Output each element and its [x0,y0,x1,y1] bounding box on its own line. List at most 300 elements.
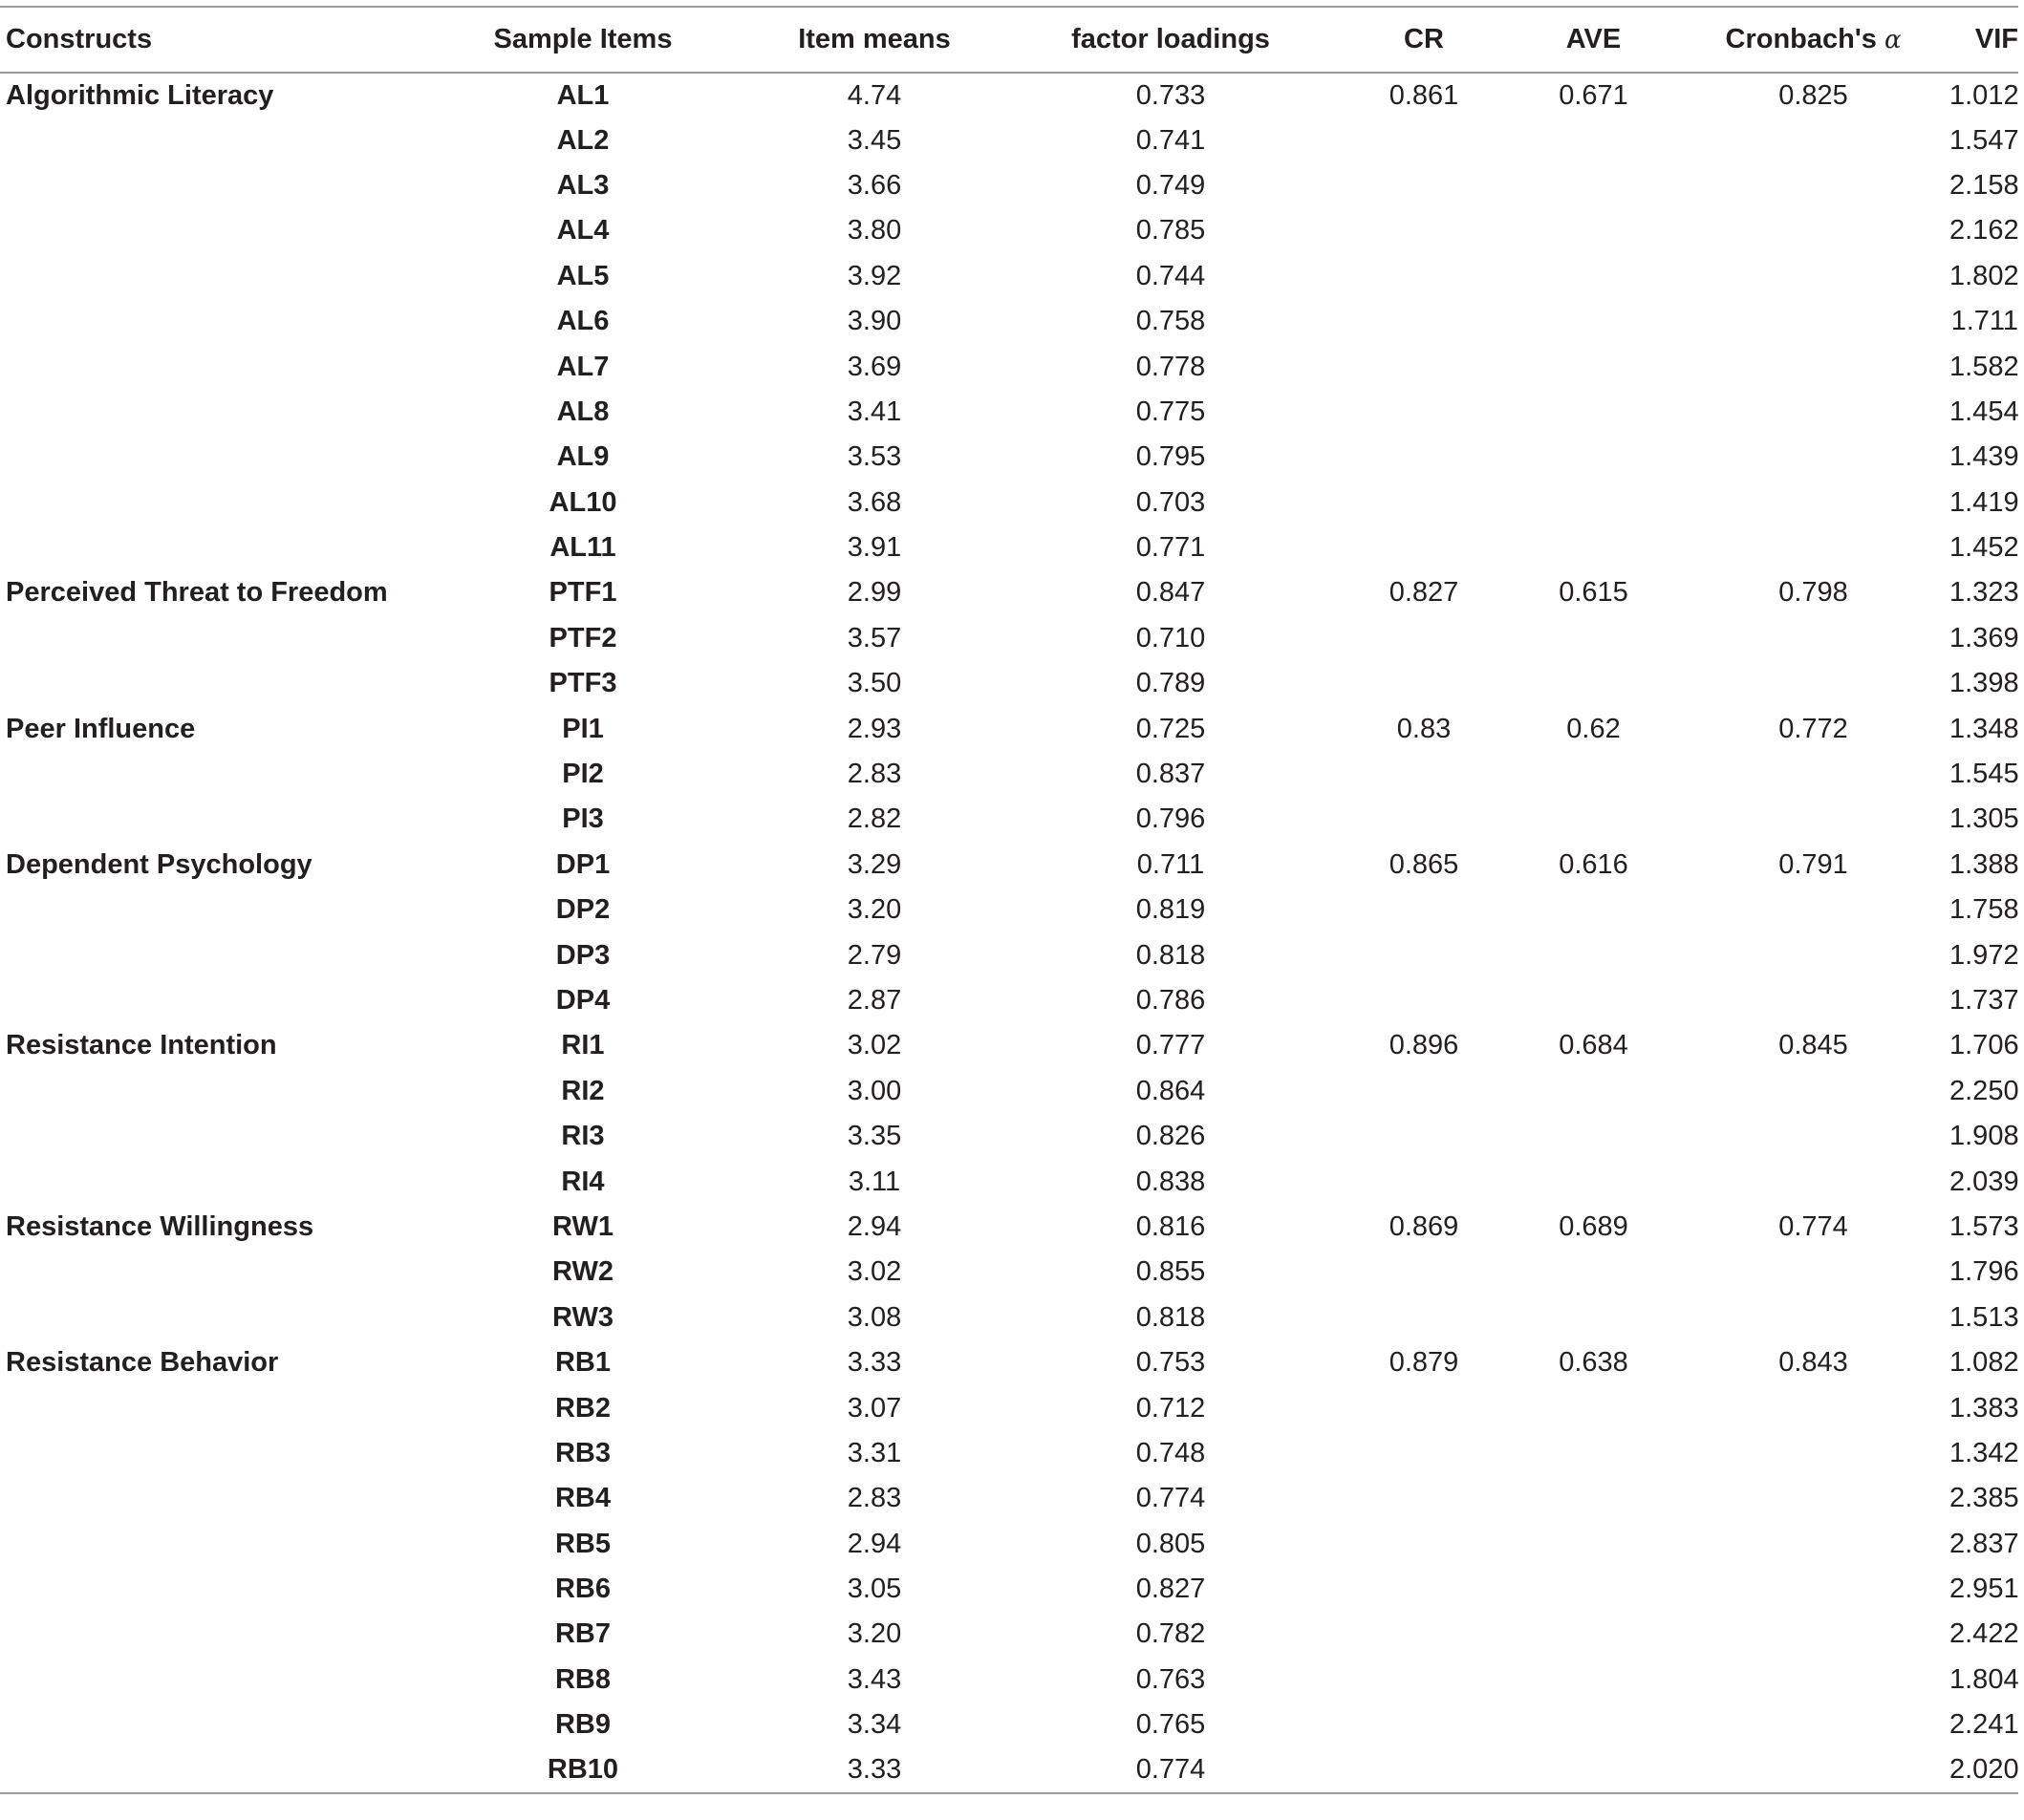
factor-loading-cell: 0.774 [1135,1483,1206,1514]
sample-item-cell: RB4 [554,1483,611,1514]
factor-loading-cell: 0.795 [1135,441,1206,473]
sample-item-cell: AL1 [556,79,610,111]
item-mean-cell: 3.20 [847,894,902,926]
table-row [0,1250,2018,1295]
item-mean-cell: 3.00 [847,1075,902,1106]
sample-item-cell: RB7 [554,1618,611,1650]
factor-loading-cell: 0.748 [1135,1437,1206,1468]
construct-cell [0,344,420,389]
vif-cell: 1.454 [1949,396,2019,427]
factor-loading-cell: 0.838 [1135,1166,1206,1197]
vif-cell: 2.158 [1949,169,2019,201]
table-row [0,1522,2018,1567]
cr-cell [1338,163,1510,208]
vif-cell: 2.385 [1949,1483,2019,1514]
factor-loading-cell: 0.805 [1135,1528,1206,1559]
cr-cell [1338,1250,1510,1295]
table-row [0,797,2018,842]
cronbach-alpha-cell [1677,932,1949,977]
cronbach-alpha-cell [1677,1069,1949,1114]
factor-loading-cell: 0.763 [1135,1663,1206,1695]
ave-cell [1510,1747,1677,1792]
factor-loading-cell: 0.741 [1135,124,1206,156]
cronbach-alpha-cell [1677,1114,1949,1159]
cronbach-alpha-cell [1677,1159,1949,1204]
factor-loading-cell: 0.765 [1135,1709,1206,1741]
factor-loading-cell: 0.796 [1135,803,1206,835]
ave-cell [1510,1295,1677,1340]
cronbach-alpha-cell [1677,888,1949,932]
cronbach-alpha-cell: 0.845 [1778,1030,1848,1061]
table-row [0,843,2018,888]
vif-cell: 2.951 [1949,1574,2019,1605]
construct-cell: Resistance Intention [6,1030,277,1061]
cr-cell [1338,118,1510,162]
cr-cell: 0.879 [1389,1347,1459,1379]
ave-cell [1510,254,1677,299]
factor-loading-cell: 0.786 [1135,985,1206,1016]
vif-cell: 1.452 [1949,532,2019,564]
header-constructs: Constructs [0,7,420,73]
vif-cell: 1.323 [1949,577,2019,609]
ave-cell [1510,1250,1677,1295]
cronbach-alpha-cell [1677,616,1949,661]
vif-cell: 1.383 [1949,1392,2019,1424]
factor-loading-cell: 0.733 [1135,79,1206,111]
vif-cell: 1.796 [1949,1256,2019,1288]
sample-item-cell: DP1 [555,848,611,880]
cr-cell [1338,435,1510,480]
cr-cell [1338,978,1510,1023]
vif-cell: 2.422 [1949,1618,2019,1650]
cronbach-alpha-cell [1677,163,1949,208]
construct-cell [0,299,420,344]
ave-cell: 0.684 [1559,1030,1628,1061]
sample-item-cell: RI4 [561,1166,605,1197]
item-mean-cell: 2.94 [847,1210,902,1242]
ave-cell [1510,481,1677,525]
factor-loading-cell: 0.864 [1135,1075,1206,1106]
sample-item-cell: RB8 [554,1663,611,1695]
factor-loading-cell: 0.703 [1135,486,1206,518]
construct-cell [0,978,420,1023]
cronbach-alpha-cell [1677,661,1949,706]
sample-item-cell: RB6 [554,1574,611,1605]
sample-item-cell: AL9 [556,441,610,473]
vif-cell: 2.162 [1949,215,2019,246]
vif-cell: 2.241 [1949,1709,2019,1741]
header-sample-items: Sample Items [420,7,745,73]
cr-cell [1338,1431,1510,1476]
cr-cell [1338,299,1510,344]
vif-cell: 1.342 [1949,1437,2019,1468]
cronbach-alpha-cell [1677,254,1949,299]
cr-cell [1338,1476,1510,1521]
ave-cell [1510,1702,1677,1747]
construct-cell: Algorithmic Literacy [6,79,274,111]
sample-item-cell: RI2 [561,1075,605,1106]
construct-cell: Dependent Psychology [6,848,312,880]
item-mean-cell: 3.20 [847,1618,902,1650]
cronbach-alpha-cell [1677,1658,1949,1702]
table-row [0,706,2018,751]
table-row [0,932,2018,977]
sample-item-cell: AL6 [556,306,610,337]
construct-cell [0,163,420,208]
cronbach-alpha-cell: 0.825 [1778,79,1848,111]
ave-cell: 0.62 [1566,713,1621,744]
factor-loading-cell: 0.782 [1135,1618,1206,1650]
cronbach-alpha-cell [1677,978,1949,1023]
cr-cell [1338,344,1510,389]
cr-cell [1338,390,1510,435]
factor-loading-cell: 0.818 [1135,939,1206,971]
construct-cell [0,1159,420,1204]
construct-cell [0,390,420,435]
item-mean-cell: 2.82 [847,803,902,835]
factor-loading-cell: 0.710 [1135,622,1206,653]
measurement-model-table [0,6,2018,1794]
construct-cell: Peer Influence [6,713,196,744]
construct-cell [0,752,420,797]
cr-cell: 0.865 [1389,848,1459,880]
table-row [0,254,2018,299]
item-mean-cell: 3.35 [847,1121,902,1152]
construct-cell: Resistance Willingness [6,1210,314,1242]
sample-item-cell: PI1 [562,713,604,744]
ave-cell [1510,390,1677,435]
vif-cell: 1.369 [1949,622,2019,653]
header-ave: AVE [1510,7,1677,73]
ave-cell [1510,208,1677,253]
cr-cell: 0.869 [1389,1210,1459,1242]
table-row [0,390,2018,435]
sample-item-cell: RB3 [554,1437,611,1468]
cr-cell [1338,1385,1510,1430]
table-row [0,978,2018,1023]
ave-cell [1510,1385,1677,1430]
ave-cell [1510,932,1677,977]
construct-cell [0,797,420,842]
cr-cell [1338,888,1510,932]
construct-cell [0,1250,420,1295]
construct-cell [0,888,420,932]
sample-item-cell: RW2 [552,1256,614,1288]
item-mean-cell: 2.99 [847,577,902,609]
header-vif: VIF [1949,7,2018,73]
sample-item-cell: DP4 [555,985,611,1016]
item-mean-cell: 3.68 [847,486,902,518]
table-row [0,118,2018,162]
cr-cell [1338,661,1510,706]
item-mean-cell: 2.79 [847,939,902,971]
factor-loading-cell: 0.725 [1135,713,1206,744]
construct-cell [0,1658,420,1702]
ave-cell: 0.616 [1559,848,1628,880]
cronbach-alpha-cell [1677,481,1949,525]
ave-cell [1510,299,1677,344]
factor-loading-cell: 0.758 [1135,306,1206,337]
vif-cell: 1.513 [1949,1301,2019,1333]
table-row [0,752,2018,797]
construct-cell [0,254,420,299]
item-mean-cell: 3.02 [847,1030,902,1061]
header-item-means: Item means [745,7,1003,73]
cr-cell [1338,1114,1510,1159]
cr-cell: 0.861 [1389,79,1459,111]
cr-cell [1338,752,1510,797]
cronbach-alpha-cell [1677,299,1949,344]
sample-item-cell: RB5 [554,1528,611,1559]
vif-cell: 1.419 [1949,486,2019,518]
cr-cell [1338,1295,1510,1340]
item-mean-cell: 3.66 [847,169,902,201]
cronbach-alpha-cell [1677,344,1949,389]
factor-loading-cell: 0.847 [1135,577,1206,609]
header-factor-loadings: factor loadings [1003,7,1338,73]
vif-cell: 1.348 [1949,713,2019,744]
vif-cell: 1.804 [1949,1663,2019,1695]
ave-cell: 0.671 [1559,79,1628,111]
sample-item-cell: PI2 [562,759,604,790]
construct-cell [0,616,420,661]
sample-item-cell: AL7 [556,351,610,382]
table-header-row [0,7,2018,73]
ave-cell [1510,1114,1677,1159]
factor-loading-cell: 0.855 [1135,1256,1206,1288]
construct-cell [0,1431,420,1476]
ave-cell [1510,797,1677,842]
header-cr: CR [1338,7,1510,73]
item-mean-cell: 2.83 [847,1483,902,1514]
vif-cell: 1.582 [1949,351,2019,382]
table-row [0,208,2018,253]
cronbach-alpha-cell [1677,435,1949,480]
cronbach-alpha-cell [1677,1250,1949,1295]
cronbach-alpha-cell [1677,1522,1949,1567]
cr-cell [1338,932,1510,977]
cronbach-alpha-cell [1677,390,1949,435]
table-row [0,1702,2018,1747]
construct-cell: Perceived Threat to Freedom [6,577,388,609]
cronbach-alpha-cell [1677,752,1949,797]
item-mean-cell: 3.07 [847,1392,902,1424]
item-mean-cell: 3.34 [847,1709,902,1741]
sample-item-cell: AL11 [549,532,616,564]
table-row [0,1069,2018,1114]
factor-loading-cell: 0.818 [1135,1301,1206,1333]
cr-cell: 0.827 [1389,577,1459,609]
table-row [0,1658,2018,1702]
construct-cell [0,1567,420,1612]
item-mean-cell: 2.83 [847,759,902,790]
header-cronbach-alpha [1677,7,1949,73]
cr-cell [1338,1747,1510,1792]
item-mean-cell: 3.11 [848,1166,901,1197]
item-mean-cell: 3.53 [847,441,902,473]
cr-cell: 0.83 [1396,713,1452,744]
construct-cell [0,1747,420,1792]
table-row [0,570,2018,615]
construct-cell [0,525,420,570]
vif-cell: 2.250 [1949,1075,2019,1106]
cr-cell [1338,1612,1510,1657]
factor-loading-cell: 0.837 [1135,759,1206,790]
vif-cell: 2.020 [1949,1747,2018,1792]
alpha-symbol: α [1884,26,1902,54]
vif-cell: 1.706 [1949,1030,2019,1061]
item-mean-cell: 2.87 [847,985,902,1016]
table-row [0,1159,2018,1204]
cr-cell [1338,1702,1510,1747]
factor-loading-cell: 0.827 [1135,1574,1206,1605]
item-mean-cell: 3.80 [847,215,902,246]
vif-cell: 1.711 [1950,306,2018,337]
sample-item-cell: RB1 [554,1347,611,1379]
sample-item-cell: RI1 [561,1030,605,1061]
vif-cell: 1.573 [1949,1210,2019,1242]
factor-loading-cell: 0.816 [1135,1210,1206,1242]
sample-item-cell: PTF2 [549,622,617,653]
cr-cell [1338,616,1510,661]
table-row [0,163,2018,208]
sample-item-cell: RB2 [554,1392,611,1424]
ave-cell [1510,163,1677,208]
cronbach-alpha-cell [1677,208,1949,253]
factor-loading-cell: 0.774 [1003,1747,1338,1792]
cronbach-alpha-cell [1677,525,1949,570]
item-mean-cell: 3.41 [847,396,902,427]
table-row [0,1340,2018,1385]
cronbach-alpha-cell [1677,1567,1949,1612]
factor-loading-cell: 0.777 [1135,1030,1206,1061]
item-mean-cell: 3.33 [847,1347,902,1379]
ave-cell [1510,978,1677,1023]
table-row [0,1612,2018,1657]
cr-cell [1338,1658,1510,1702]
cr-cell [1338,254,1510,299]
construct-cell [0,1069,420,1114]
ave-cell [1510,1069,1677,1114]
ave-cell [1510,661,1677,706]
table-row [0,299,2018,344]
item-mean-cell: 3.45 [847,124,902,156]
vif-cell: 2.837 [1949,1528,2019,1559]
vif-cell: 1.972 [1949,939,2019,971]
ave-cell: 0.615 [1559,577,1628,609]
table-row [0,1431,2018,1476]
vif-cell: 1.388 [1949,848,2019,880]
factor-loading-cell: 0.771 [1135,532,1206,564]
vif-cell: 1.545 [1949,759,2019,790]
cr-cell [1338,797,1510,842]
sample-item-cell: AL3 [556,169,610,201]
cronbach-alpha-cell [1677,1385,1949,1430]
construct-cell [0,118,420,162]
table-body [0,73,2018,1793]
sample-item-cell: RB10 [420,1747,745,1792]
cr-cell: 0.896 [1389,1030,1459,1061]
item-mean-cell: 3.02 [847,1256,902,1288]
item-mean-cell: 2.94 [847,1528,902,1559]
ave-cell [1510,1567,1677,1612]
sample-item-cell: DP2 [555,894,611,926]
item-mean-cell: 3.69 [847,351,902,382]
cronbach-alpha-cell: 0.791 [1778,848,1848,880]
factor-loading-cell: 0.753 [1135,1347,1206,1379]
ave-cell [1510,1476,1677,1521]
vif-cell: 1.012 [1949,79,2019,111]
sample-item-cell: PI3 [562,803,604,835]
item-mean-cell: 4.74 [847,79,902,111]
item-mean-cell: 2.93 [847,713,902,744]
cronbach-alpha-cell: 0.798 [1778,577,1848,609]
cronbach-alpha-cell [1677,797,1949,842]
cronbach-alpha-cell: 0.774 [1778,1210,1848,1242]
sample-item-cell: PTF3 [549,668,617,699]
construct-cell [0,1295,420,1340]
construct-cell [0,661,420,706]
sample-item-cell: AL4 [556,215,610,246]
vif-cell: 1.082 [1949,1347,2019,1379]
ave-cell: 0.689 [1559,1210,1628,1242]
ave-cell [1510,616,1677,661]
table-row [0,1385,2018,1430]
construct-cell [0,1114,420,1159]
item-mean-cell: 3.43 [847,1663,902,1695]
cronbach-alpha-cell [1677,1747,1949,1792]
table-row [0,1295,2018,1340]
cronbach-alpha-cell [1677,1702,1949,1747]
cr-cell [1338,208,1510,253]
ave-cell [1510,118,1677,162]
item-mean-cell: 3.05 [847,1574,902,1605]
item-mean-cell: 3.50 [847,668,902,699]
cronbach-alpha-cell [1677,1295,1949,1340]
item-mean-cell: 3.29 [847,848,902,880]
construct-cell [0,208,420,253]
item-mean-cell: 3.57 [847,622,902,653]
factor-loading-cell: 0.744 [1135,260,1206,291]
item-mean-cell: 3.92 [847,260,902,291]
sample-item-cell: AL2 [556,124,610,156]
cronbach-alpha-cell [1677,1612,1949,1657]
sample-item-cell: RW3 [552,1301,614,1333]
factor-loading-cell: 0.778 [1135,351,1206,382]
table-row [0,1114,2018,1159]
cr-cell [1338,481,1510,525]
cronbach-alpha-cell [1677,1476,1949,1521]
ave-cell [1510,1159,1677,1204]
vif-cell: 1.737 [1949,985,2019,1016]
cr-cell [1338,1159,1510,1204]
construct-cell [0,481,420,525]
factor-loading-cell: 0.785 [1135,215,1206,246]
factor-loading-cell: 0.826 [1135,1121,1206,1152]
sample-item-cell: PTF1 [549,577,617,609]
ave-cell [1510,1612,1677,1657]
sample-item-cell: RW1 [552,1210,614,1242]
table-row [0,1023,2018,1068]
vif-cell: 1.547 [1949,124,2019,156]
table-row [0,344,2018,389]
ave-cell [1510,435,1677,480]
vif-cell: 1.802 [1949,260,2019,291]
sample-item-cell: AL5 [556,260,610,291]
construct-cell [0,1476,420,1521]
construct-cell [0,435,420,480]
construct-cell [0,1702,420,1747]
